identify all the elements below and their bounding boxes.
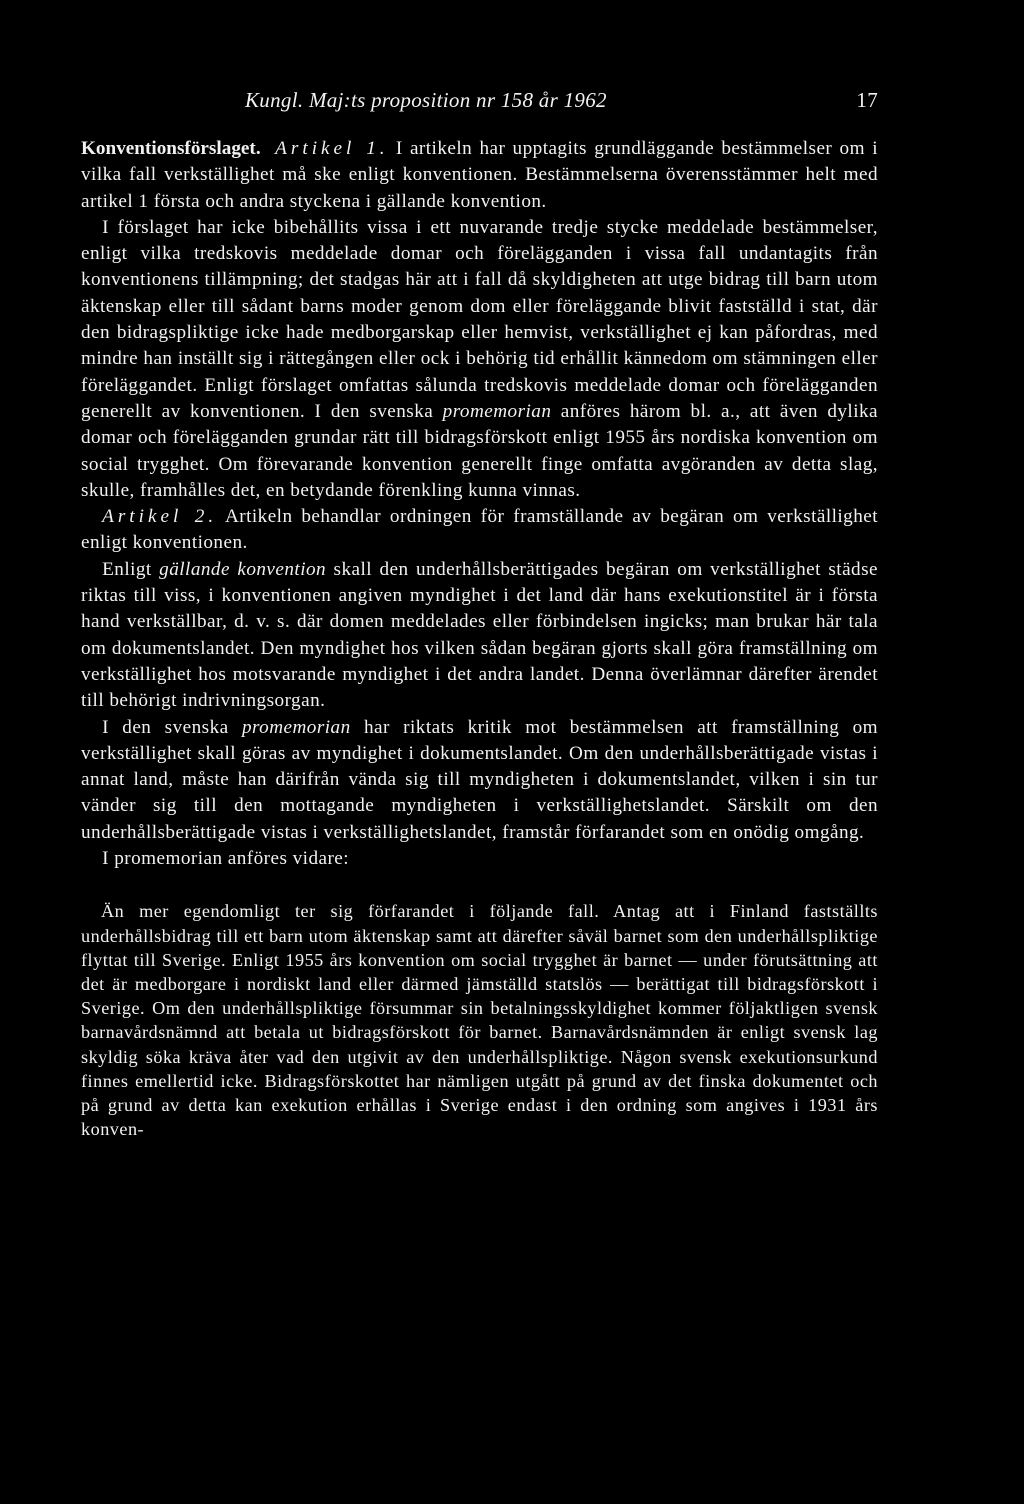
block-quote xyxy=(81,899,878,1141)
quote-text: Än mer egendomligt ter sig förfarandet i följande fall. Antag att i Finland fastställts underhållsbidrag till ett barn utom äktenskap samt att därefter såväl barnet som den underhållspliktige flyttat till Sverige. Enligt 1955 års konvention om social trygghet är barnet — under förutsättning att det är medborgare i nordiskt land eller därmed jämställd statslös — berättigat till bidragsförskott i Sverige. Om den underhållspliktige försummar sin betalningsskyldighet kommer följaktligen svensk barnavårdsnämnd att betala ut bidragsförskott för barnet. Barnavårdsnämnden är enligt svensk lag skyldig söka kräva åter vad den utgivit av den underhållspliktige. Någon svensk exekutionsurkund finnes emellertid icke. Bidragsförskottet har nämligen utgått på grund av det finska dokumentet och på grund av detta kan exekution erhållas i Sverige endast i den ordning som angives i 1931 års konven- xyxy=(81,901,878,1140)
paragraph-text: Artikeln behandlar ordningen för framställande av begäran om verkställighet enligt konventionen. xyxy=(81,506,878,554)
article-label: Artikel 2. xyxy=(102,506,218,528)
paragraph-text: I promemorian anföres vidare: xyxy=(102,848,350,870)
paragraph xyxy=(81,846,878,872)
running-header xyxy=(81,88,878,118)
paragraph xyxy=(81,715,878,846)
paragraph-article-1 xyxy=(81,136,878,215)
running-title: Kungl. Maj:ts proposition nr 158 år 1962 xyxy=(245,88,607,112)
page-number: 17 xyxy=(856,88,878,112)
paragraph xyxy=(81,215,878,504)
paragraph-text: I förslaget har icke bibehållits vissa i ett nuvarande tredje stycke meddelade bestämmelser, enligt vilka tredskovis meddelade domar och förelägganden i vissa fall undantagits från konventionens tillämpning; det stadgas här att i fall då skyldigheten att utge bidrag till barn utom äktenskap eller till sådant barns moder genom dom eller föreläggande blivit fastställd i stat, där den bidragspliktige icke hade medborgarskap eller hemvist, verkställighet ej kan påfordras, med mindre han inställt sig i rättegången eller ock i behörig tid erhållit kännedom om stämningen eller föreläggandet. Enligt förslaget omfattas sålunda tredskovis meddelade domar och förelägganden generellt av konventionen. I den svenska xyxy=(81,216,878,422)
body-text xyxy=(81,136,878,872)
paragraph-text: har riktats kritik mot bestämmelsen att framställning om verkställighet skall göras av myndighet i dokumentslandet. Om den underhållsberättigade vistas i annat land, måste han därifrån vända sig till myndigheten i dokumentslandet, vilken i sin tur vänder sig till den mottagande myndigheten i verkställighetslandet. Särskilt om den underhållsberättigade vistas i verkställighetslandet, framstår förfarandet som en onödig omgång. xyxy=(81,716,878,843)
paragraph xyxy=(81,557,878,715)
paragraph-text: I artikeln har upptagits grundläggande bestämmelser om i vilka fall verkställighet må ske enligt konventionen. Bestämmelserna överensstämmer helt med artikel 1 första och andra styckena i gällande konvention. xyxy=(81,138,878,212)
document-page xyxy=(81,88,878,1141)
paragraph-text: Enligt xyxy=(102,558,160,580)
emphasis: promemorian xyxy=(442,400,552,422)
paragraph-text: skall den underhållsberättigades begäran om verkställighet städse riktas till viss, i konventionen angiven myndighet i det land där hans exekutionstitel är i första hand verkställbar, d. v. s. där domen meddelades eller förbindelsen ingicks; man brukar här tala om dokumentslandet. Den myndighet hos vilken sådan begäran gjorts skall göra framställning om verkställighet hos motsvarande myndighet i det andra landet. Denna överlämnar därefter ärendet till behörigt indrivningsorgan. xyxy=(81,558,878,712)
paragraph-text: I den svenska xyxy=(102,716,242,738)
paragraph-text: anföres härom bl. a., att även dylika domar och förelägganden grundar rätt till bidragsförskott enligt 1955 års nordiska konvention om social trygghet. Om förevarande konvention generellt finge omfatta avgöranden av detta slag, skulle, framhålles det, en betydande förenkling kunna vinnas. xyxy=(81,400,878,501)
section-heading: Konventionsförslaget. xyxy=(81,138,261,159)
article-label: Artikel 1. xyxy=(275,138,389,159)
emphasis: gällande konvention xyxy=(159,558,327,580)
paragraph-article-2 xyxy=(81,504,878,557)
emphasis: promemorian xyxy=(241,716,351,738)
